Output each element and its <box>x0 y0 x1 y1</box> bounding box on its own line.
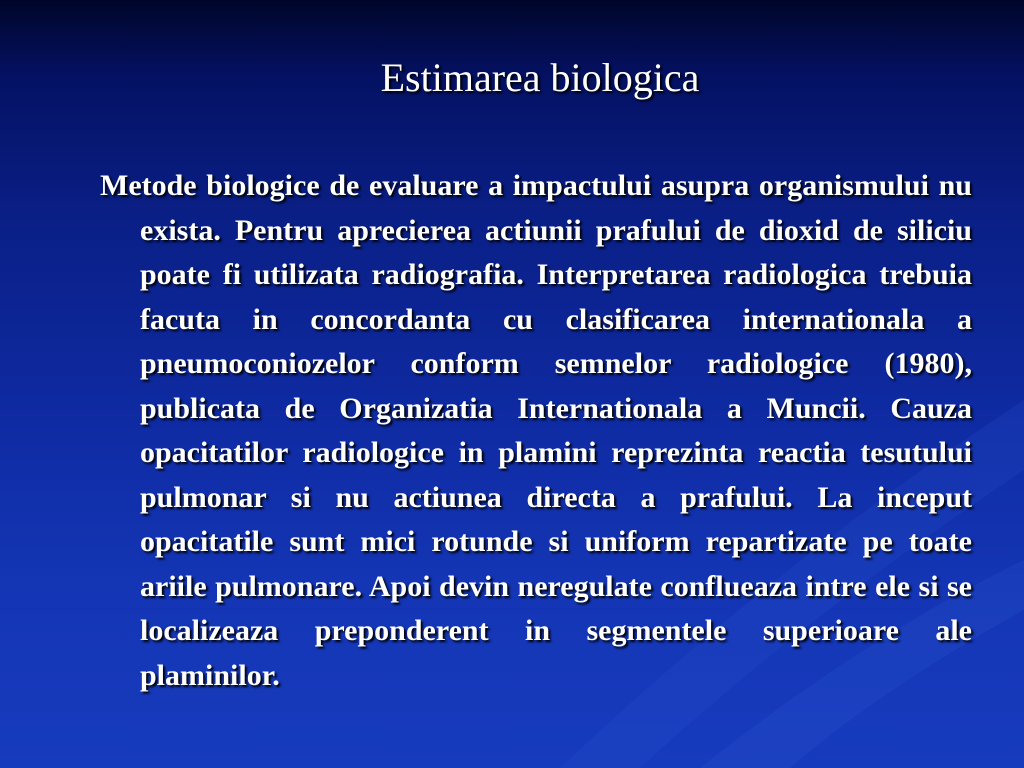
slide-body-text: Metode biologice de evaluare a impactului asupra organismului nu exista. Pentru aprecierea actiunii prafului de dioxid de siliciu poate fi utilizata radiografia. Interpretarea radiologica trebuia facuta in concordanta cu clasificarea internationala a pneumoconiozelor conform semnelor radiologice (1980), publicata de Organizatia Internationala a Muncii. Cauza opacitatilor radiologice in plamini reprezinta reactia tesutului pulmonar si nu actiunea directa a prafului. La inceput opacitatile sunt mici rotunde si uniform repartizate pe toate ariile pulmonare. Apoi devin neregulate conflueaza intre ele si se localizeaza preponderent in segmentele superioare ale plaminilor. <box>100 169 972 692</box>
slide-title: Estimarea biologica <box>380 55 700 100</box>
